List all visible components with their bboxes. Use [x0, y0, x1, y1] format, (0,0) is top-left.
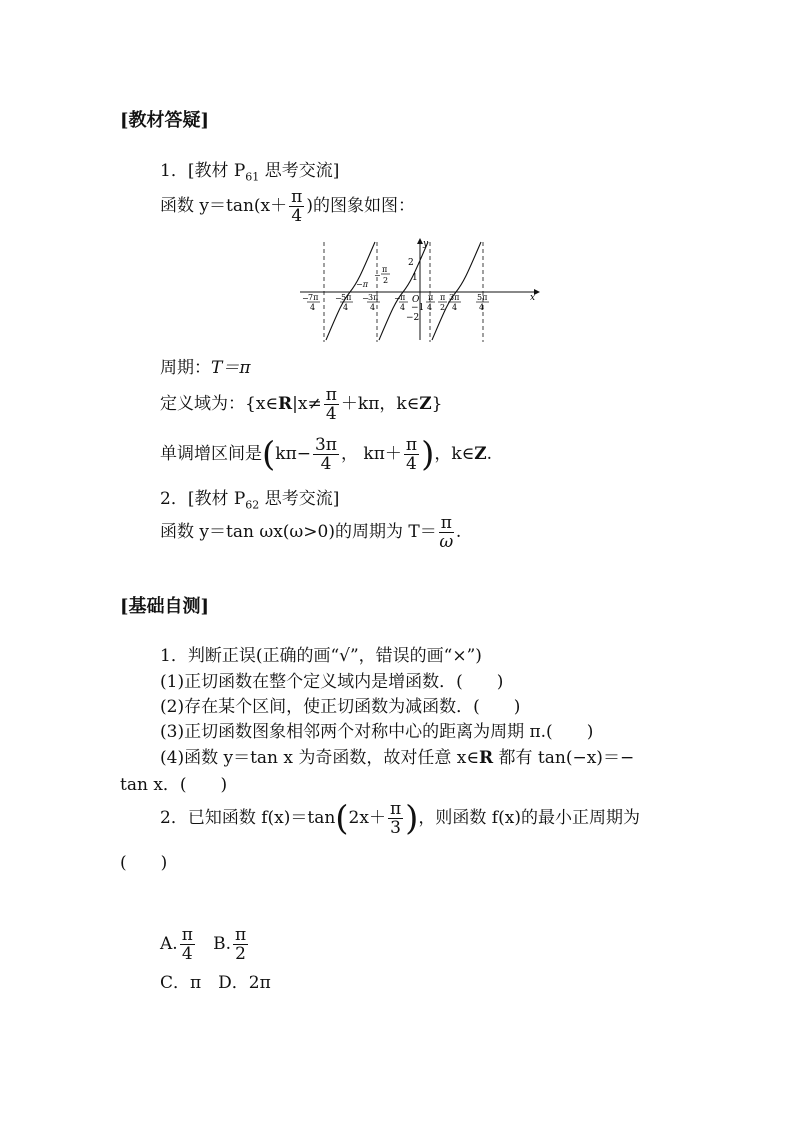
item2-fn: 函数 y＝tan ωx(ω>0)的周期为 T＝: [160, 522, 437, 542]
mono-a-den: 4: [320, 454, 332, 474]
mono-b-den: 4: [406, 454, 417, 474]
q1-statement-4: [160, 747, 634, 769]
domain-frac-num: π: [325, 385, 337, 405]
section-title-basic-test: [基础自测]: [120, 596, 210, 617]
tan-graph: [298, 236, 542, 344]
domain-mid: |x≠: [292, 394, 322, 414]
x-tick-den: 4: [343, 303, 349, 312]
choices-AB: [160, 926, 250, 963]
domain-fraction: [324, 386, 339, 423]
right-paren: ): [421, 434, 435, 475]
fn-expr: y＝tan(x＋: [199, 196, 288, 216]
q2-pre: 2．已知函数 f(x)＝tan: [160, 808, 336, 828]
y-tick-label: 1: [412, 273, 418, 283]
q2-right-paren: ): [405, 798, 419, 839]
fn-frac-num: π: [291, 187, 303, 207]
domain-label: 定义域为：{x∈: [160, 394, 278, 414]
mono-b-num: π: [405, 435, 418, 455]
x-tick-num: 5π: [341, 293, 352, 302]
domain-tail: ＋kπ，k∈: [340, 394, 420, 414]
domain-frac-den: 4: [325, 404, 337, 424]
x-tick-sign: −: [302, 294, 309, 303]
q2-line: [160, 800, 640, 837]
item2-end: .: [455, 522, 462, 542]
mono-Z: Z: [474, 444, 487, 464]
x-tick-num: 5π: [477, 293, 488, 302]
x-tick-sign: −: [362, 294, 369, 303]
neg-pi2-num: π: [382, 265, 388, 274]
x-tick-den: 4: [310, 303, 316, 312]
item2-head-text: 2．[教材 P: [160, 489, 246, 509]
choice-A-num: π: [181, 925, 193, 945]
choice-A-fraction: [180, 926, 195, 963]
tan-branch: [326, 242, 375, 340]
q2-fraction: [388, 800, 403, 837]
mono-frac-b: [404, 436, 419, 473]
choice-B-label: B.: [213, 934, 231, 954]
choice-B-fraction: [233, 926, 248, 963]
x-tick-den: 4: [479, 303, 485, 312]
fn-frac-den: 4: [291, 206, 303, 226]
q2-blank: ( ): [120, 853, 168, 873]
neg-pi2-sign: −: [374, 271, 381, 280]
item2-fraction: [439, 514, 454, 551]
neg-pi-label: −π: [356, 280, 368, 289]
neg-pi2-den: 2: [383, 276, 389, 285]
choice-A-label: A.: [160, 934, 178, 954]
q1-heading: 1．判断正误(正确的画“√”，错误的画“×”): [160, 646, 482, 666]
q1-statement-3: (3)正切函数图象相邻两个对称中心的距离为周期 π.( ): [160, 722, 594, 742]
mono-tail: ，k∈: [434, 444, 475, 464]
x-tick-num: π: [428, 293, 434, 302]
x-axis-label: x: [530, 293, 536, 303]
q2-left-paren: (: [335, 798, 349, 839]
mono-a-num: 3π: [314, 435, 337, 455]
left-paren: (: [262, 434, 276, 475]
item2-heading: [160, 488, 339, 516]
item1-head-text: 1．[教材 P: [160, 161, 246, 181]
q2-inner: 2x＋: [348, 808, 386, 828]
tan-branch: [432, 242, 481, 340]
item2-function-line: [160, 514, 461, 551]
y-axis-label: y: [423, 239, 429, 249]
choice-A-den: 4: [181, 944, 193, 964]
x-tick-num: 3π: [368, 293, 379, 302]
x-tick-num: 3π: [449, 293, 460, 302]
period-label: 周期：: [160, 358, 211, 378]
q2-post: ，则函数 f(x)的最小正周期为: [418, 808, 640, 828]
x-tick-den: 4: [452, 303, 458, 312]
y-tick-label: 2: [408, 258, 414, 268]
mono-b: ， kπ＋: [340, 444, 402, 464]
mono-label: 单调增区间是: [160, 444, 262, 464]
x-tick-num: π: [440, 293, 446, 302]
fn-suffix: )的图象如图：: [306, 196, 415, 216]
y-tick-label: −1: [411, 303, 425, 313]
x-tick-sign: −: [394, 294, 401, 303]
section-title-textbook-qa: [教材答疑]: [120, 110, 210, 131]
mono-end: .: [486, 444, 493, 464]
item2-head-tail: 思考交流]: [264, 489, 340, 509]
x-tick-num: 7π: [308, 293, 319, 302]
choice-B-den: 2: [235, 944, 246, 964]
x-tick-den: 4: [400, 303, 406, 312]
fn-fraction: [289, 188, 304, 225]
item2-page-sub: 62: [245, 498, 260, 512]
x-tick-den: 4: [427, 303, 433, 312]
fn-prefix: 函数: [160, 196, 194, 216]
x-tick-den: 4: [370, 303, 376, 312]
x-tick-labels: [302, 293, 489, 312]
item1-page-sub: 61: [245, 170, 260, 184]
x-tick-sign: −: [335, 294, 342, 303]
origin-label: O: [412, 295, 420, 305]
q2-frac-den: 3: [390, 818, 401, 838]
mono-frac-a: [313, 436, 339, 473]
mono-a: kπ−: [275, 444, 311, 464]
item1-head-tail: 思考交流]: [264, 161, 340, 181]
domain-Z: Z: [419, 394, 432, 414]
q1-s4R: R: [478, 748, 494, 768]
item1-heading: [160, 160, 339, 188]
domain-end: }: [431, 394, 443, 414]
q1-statement-2: (2)存在某个区间，使正切函数为减函数．( ): [160, 697, 521, 717]
y-tick-label: −2: [406, 313, 420, 323]
q1-statement-4-cont: tan x．( ): [120, 775, 228, 795]
period-line: [160, 357, 251, 379]
tan-branch: [379, 242, 428, 340]
item2-frac-num: π: [440, 513, 452, 533]
period-value: T＝π: [211, 358, 251, 378]
choices-CD: C．π D．2π: [160, 973, 271, 993]
domain-R: R: [278, 394, 293, 414]
x-tick-den: 2: [440, 303, 446, 312]
domain-line: [160, 386, 443, 423]
x-tick-num: π: [400, 293, 406, 302]
q1-s4b: 都有 tan(−x)＝−: [493, 748, 635, 768]
choice-B-num: π: [235, 925, 247, 945]
q1-statement-1: (1)正切函数在整个定义域内是增函数．( ): [160, 672, 504, 692]
q1-s4a: (4)函数 y＝tan x 为奇函数，故对任意 x∈: [160, 748, 479, 768]
monotonic-line: [160, 436, 492, 473]
item1-function-line: [160, 188, 415, 225]
q2-frac-num: π: [389, 799, 402, 819]
item2-frac-den: ω: [439, 532, 454, 552]
